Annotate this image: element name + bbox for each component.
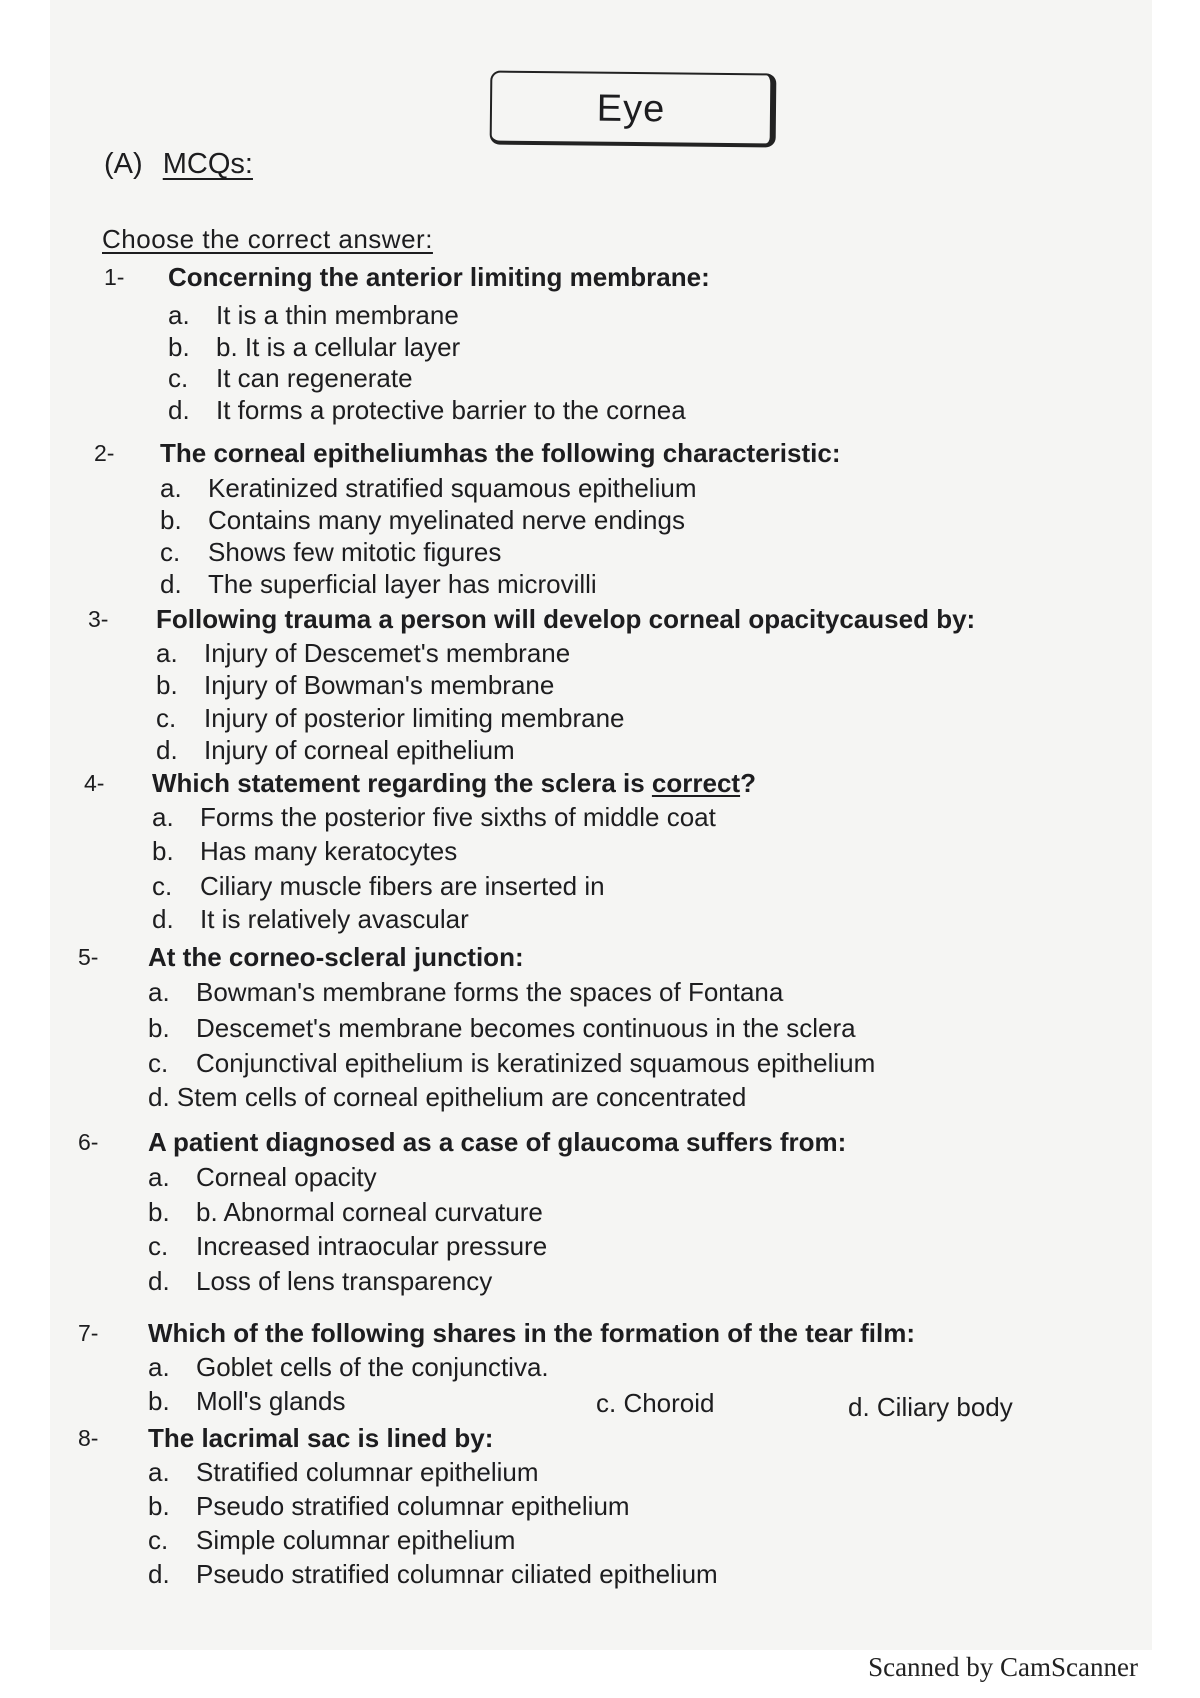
- option-d: d. The superficial layer has microvilli: [160, 569, 597, 599]
- question-number: 1-: [104, 264, 125, 290]
- question-text: Which of the following shares in the formation of the tear film:: [148, 1318, 916, 1348]
- question-text: The corneal epitheliumhas the following characteristic:: [160, 438, 841, 468]
- question-text: The lacrimal sac is lined by:: [148, 1423, 494, 1453]
- page-title: Eye: [596, 87, 666, 131]
- option-c: c. Increased intraocular pressure: [148, 1231, 548, 1261]
- option-b: b. Has many keratocytes: [152, 836, 458, 866]
- question-text: At the corneo-scleral junction:: [148, 942, 524, 972]
- option-a: a. Stratified columnar epithelium: [148, 1457, 539, 1487]
- question-text: Following trauma a person will develop corneal opacitycaused by:: [156, 604, 976, 634]
- option-c: c. It can regenerate: [168, 363, 413, 393]
- option-a: a. Goblet cells of the conjunctiva.: [148, 1352, 549, 1382]
- option-c: c. Injury of posterior limiting membrane: [156, 703, 625, 733]
- option-a: a. It is a thin membrane: [168, 300, 459, 330]
- instruction: Choose the correct answer:: [102, 224, 433, 254]
- option-d: d. Loss of lens transparency: [148, 1266, 493, 1296]
- option-b: b. b. It is a cellular layer: [168, 332, 461, 362]
- title-box: [490, 71, 777, 148]
- section-title: MCQs:: [162, 148, 253, 180]
- option-d: d. Stem cells of corneal epithelium are concentrated: [148, 1082, 747, 1112]
- option-a: a. Corneal opacity: [148, 1162, 377, 1192]
- option-d: d. Pseudo stratified columnar ciliated epithelium: [148, 1559, 718, 1589]
- option-d: d. It is relatively avascular: [152, 904, 469, 934]
- option-c: c. Ciliary muscle fibers are inserted in: [152, 871, 605, 901]
- question-number: 2-: [94, 440, 115, 466]
- option-c: c. Simple columnar epithelium: [148, 1525, 516, 1555]
- option-d: d. It forms a protective barrier to the cornea: [168, 395, 686, 425]
- option-c: c. Shows few mitotic figures: [160, 537, 502, 567]
- question-number: 8-: [78, 1425, 99, 1451]
- option-b: b. Contains many myelinated nerve endings: [160, 505, 685, 535]
- option-a: a. Forms the posterior five sixths of middle coat: [152, 802, 716, 832]
- option-a: a. Bowman's membrane forms the spaces of Fontana: [148, 977, 784, 1007]
- option-b: b. Moll's glands: [148, 1386, 346, 1416]
- question-text: A patient diagnosed as a case of glaucoma suffers from:: [148, 1127, 847, 1157]
- question-number: 5-: [78, 944, 99, 970]
- option-a: a. Injury of Descemet's membrane: [156, 638, 571, 668]
- section-label: (A): [104, 148, 143, 180]
- question-number: 7-: [78, 1320, 99, 1346]
- scanner-watermark: Scanned by CamScanner: [868, 1652, 1138, 1682]
- option-b: b. Injury of Bowman's membrane: [156, 670, 555, 700]
- option-b: b. b. Abnormal corneal curvature: [148, 1197, 543, 1227]
- option-a: a. Keratinized stratified squamous epithelium: [160, 473, 697, 503]
- question-text: Which statement regarding the sclera is correct?: [152, 768, 756, 798]
- option-b: b. Descemet's membrane becomes continuous in the sclera: [148, 1013, 856, 1043]
- question-number: 4-: [84, 770, 105, 796]
- question-text: Concerning the anterior limiting membrane:: [168, 262, 710, 292]
- option-c: c. Choroid: [596, 1388, 715, 1418]
- option-b: b. Pseudo stratified columnar epithelium: [148, 1491, 630, 1521]
- question-number: 6-: [78, 1129, 99, 1155]
- option-d: d. Injury of corneal epithelium: [156, 735, 515, 765]
- option-d: d. Ciliary body: [848, 1392, 1013, 1422]
- option-c: c. Conjunctival epithelium is keratinized squamous epithelium: [148, 1048, 876, 1078]
- question-number: 3-: [88, 606, 109, 632]
- section-heading: [104, 148, 253, 181]
